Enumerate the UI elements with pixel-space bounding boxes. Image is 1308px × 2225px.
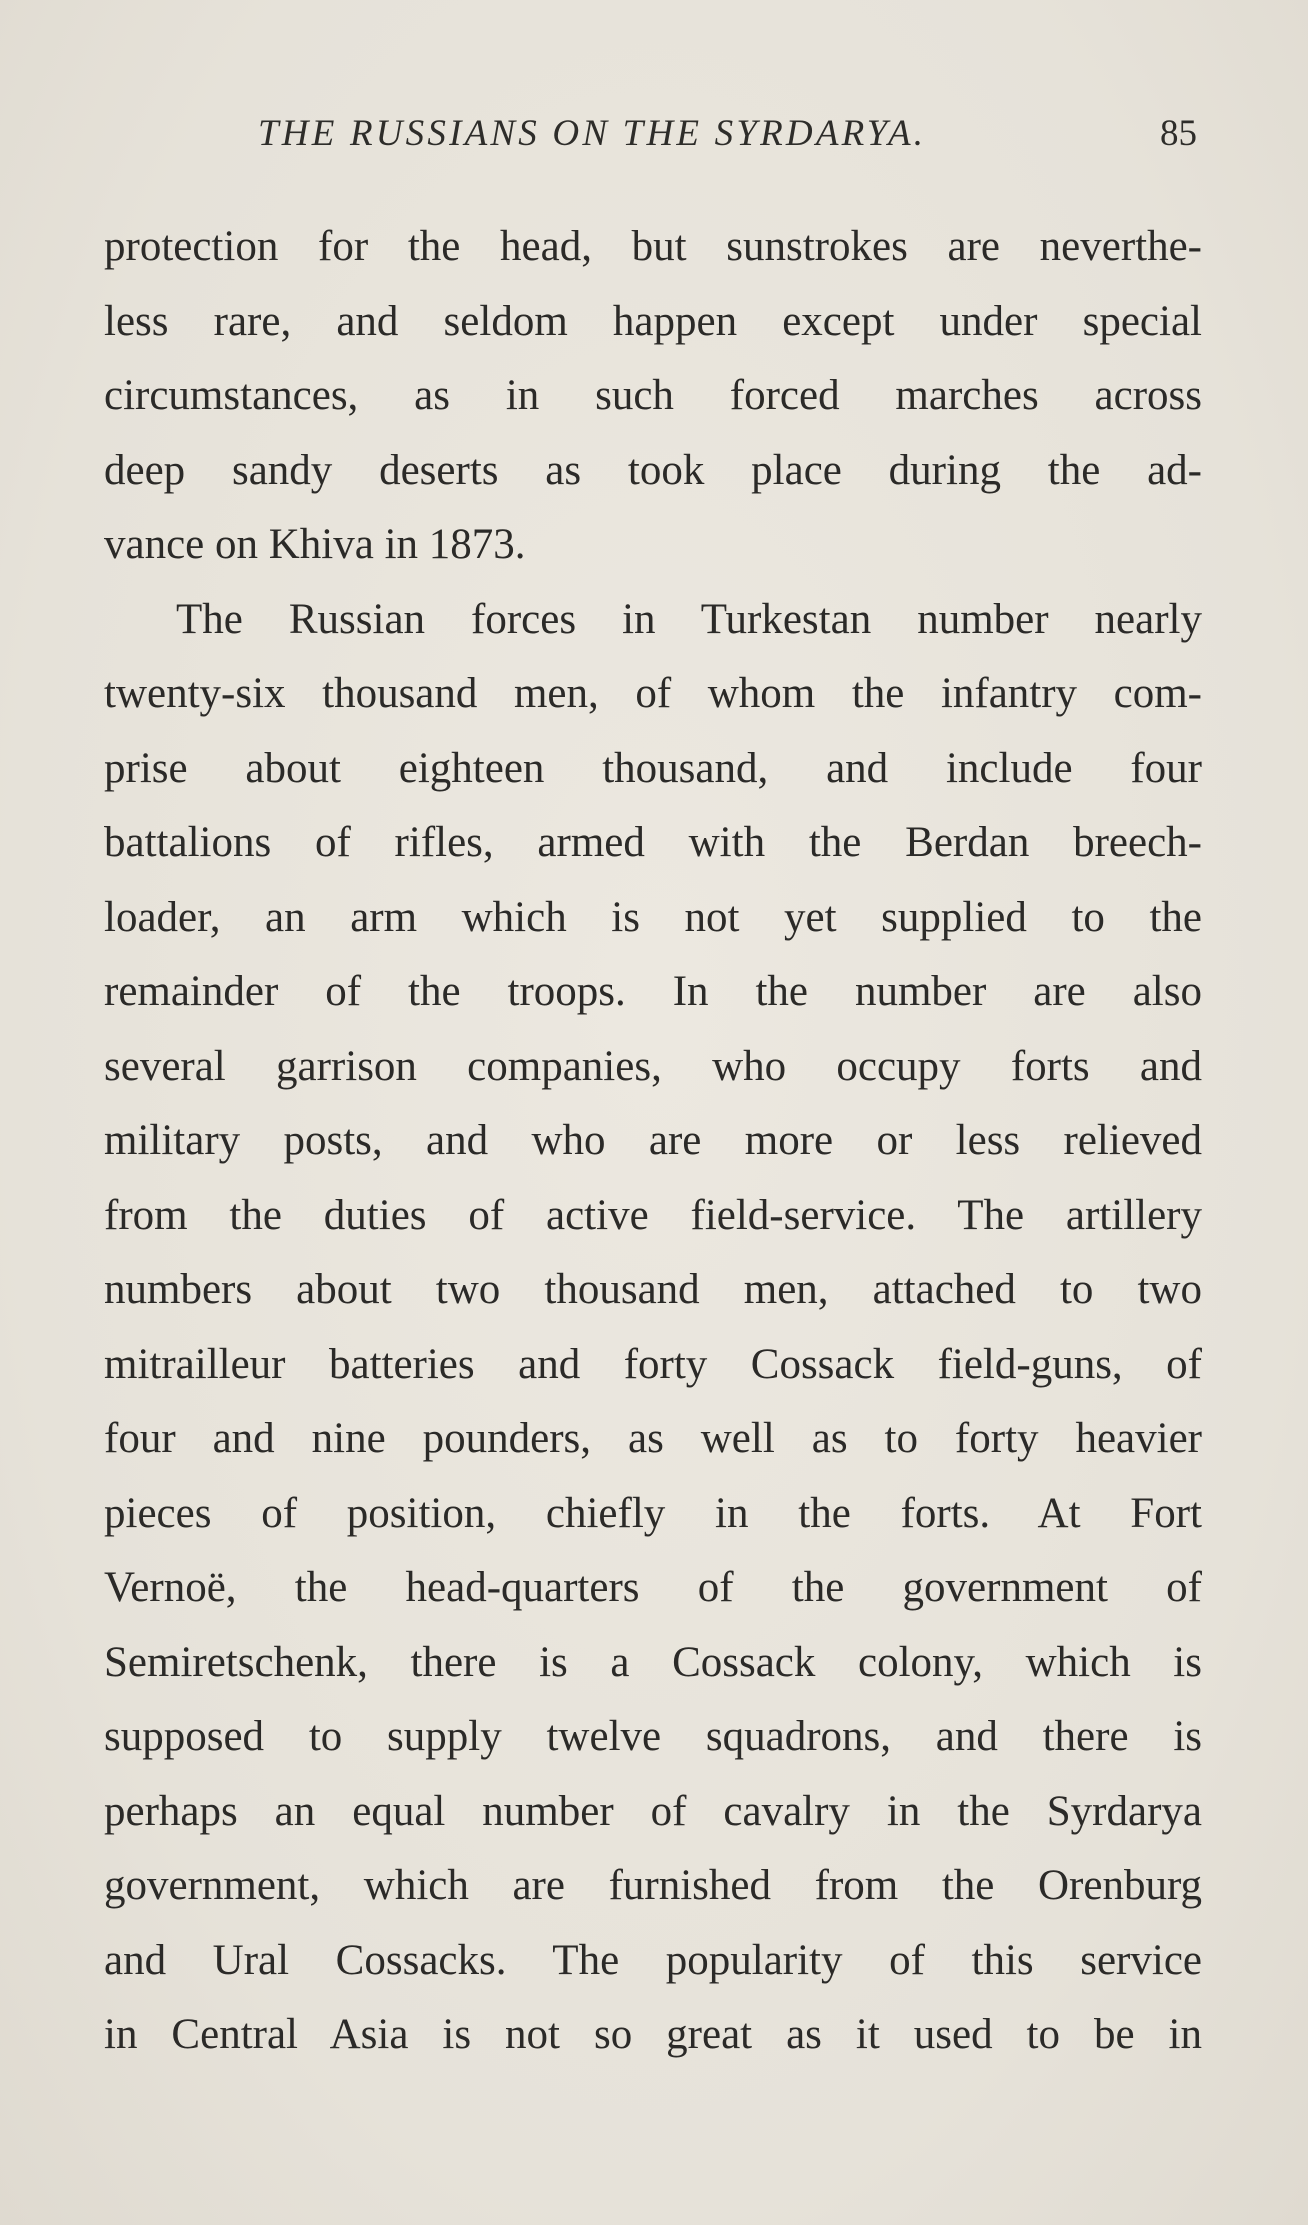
running-title: THE RUSSIANS ON THE SYRDARYA. [258,113,927,154]
text-line: military posts, and who are more or less relieved [104,1117,1202,1164]
paragraph-end-line: vance on Khiva in 1873. [104,521,526,568]
text-line: Vernoë, the head-quarters of the government of [104,1564,1202,1611]
text-line: less rare, and seldom happen except under special [104,297,1202,345]
text-line: in Central Asia is not so great as it used to be in [104,2011,1202,2058]
page-number: 85 [1160,113,1197,154]
text-line: and Ural Cossacks. The popularity of this service [104,1936,1202,1984]
text-line: prise about eighteen thousand, and include four [104,744,1202,792]
text-line: loader, an arm which is not yet supplied to the [104,893,1202,941]
text-line: pieces of position, chiefly in the forts. At Fort [104,1489,1202,1537]
running-head [0,112,1308,162]
text-line: several garrison companies, who occupy forts and [104,1042,1202,1090]
body-text [104,210,1202,2073]
text-line: deep sandy deserts as took place during the ad- [104,446,1202,494]
text-line: mitrailleur batteries and forty Cossack field-guns, of [104,1340,1202,1388]
text-line: perhaps an equal number of cavalry in the Syrdarya [104,1787,1202,1835]
text-line: four and nine pounders, as well as to forty heavier [104,1415,1202,1462]
text-line: battalions of rifles, armed with the Berdan breech- [104,819,1202,866]
text-line: circumstances, as in such forced marches across [104,372,1202,419]
text-line: supposed to supply twelve squadrons, and there is [104,1713,1202,1760]
text-line: government, which are furnished from the Orenburg [104,1862,1202,1909]
text-line: twenty-six thousand men, of whom the infantry com- [104,670,1202,717]
text-line: from the duties of active field-service. The artillery [104,1191,1202,1239]
text-line: Semiretschenk, there is a Cossack colony, which is [104,1638,1202,1686]
text-line: numbers about two thousand men, attached to two [104,1266,1202,1313]
text-line: remainder of the troops. In the number are also [104,968,1202,1015]
paragraph-first-line: The Russian forces in Turkestan number nearly [176,595,1202,643]
text-line: protection for the head, but sunstrokes are neverthe- [104,223,1202,270]
